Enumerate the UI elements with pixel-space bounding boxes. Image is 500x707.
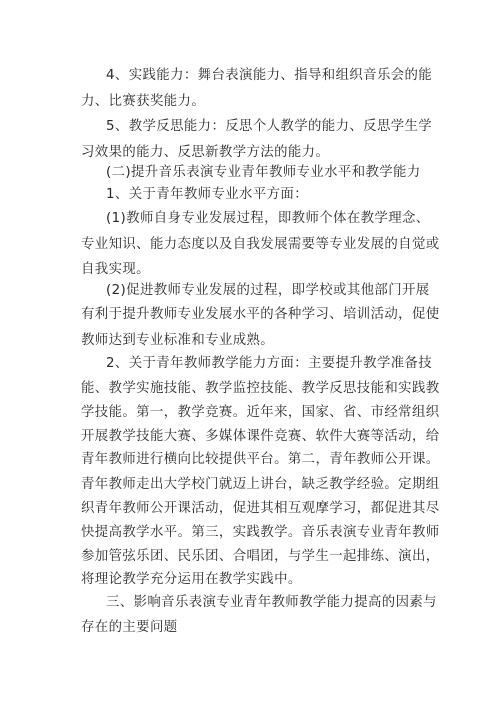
paragraph-line: 有利于提升教师专业发展水平的各种学习、培训活动，促使 bbox=[81, 307, 440, 322]
paragraph-line: 教师达到专业标准和专业成熟。 bbox=[81, 333, 275, 348]
paragraph-line: 习效果的能力、反思新教学方法的能力。 bbox=[81, 145, 330, 160]
paragraph-line: (1)教师自身专业发展过程，即教师个体在教学理念、 bbox=[106, 211, 430, 226]
paragraph-line: (2)促进教师专业发展的过程，即学校或其他部门开展 bbox=[106, 283, 430, 298]
paragraph-line: 力、比赛获奖能力。 bbox=[81, 94, 206, 109]
paragraph-line: 5、教学反思能力：反思个人教学的能力、反思学生学 bbox=[106, 119, 433, 134]
paragraph-line: 开展教学技能大赛、多媒体课件竞赛、软件大赛等活动，给 bbox=[81, 429, 440, 444]
section-heading-continued: 存在的主要问题 bbox=[81, 620, 178, 635]
paragraph-line: 4、实践能力：舞台表演能力、指导和组织音乐会的能 bbox=[106, 68, 433, 83]
paragraph-line: 2、关于青年教师教学能力方面：主要提升教学准备技 bbox=[106, 356, 433, 371]
section-heading: 三、影响音乐表演专业青年教师教学能力提高的因素与 bbox=[106, 595, 437, 610]
paragraph-line: 将理论教学充分运用在教学实践中。 bbox=[81, 572, 302, 587]
paragraph-line: 专业知识、能力态度以及自我发展需要等专业发展的自觉或 bbox=[81, 237, 440, 252]
paragraph-line: 参加管弦乐团、民乐团、合唱团，与学生一起排练、演出， bbox=[81, 549, 440, 564]
paragraph-line: 织青年教师公开课活动，促进其相互观摩学习，都促进其尽 bbox=[81, 501, 440, 516]
subheading: 1、关于青年教师专业水平方面： bbox=[106, 187, 308, 202]
paragraph-line: 青年教师走出大学校门就迈上讲台，缺乏教学经验。定期组 bbox=[81, 477, 440, 492]
section-heading: (二)提升音乐表演专业青年教师专业水平和教学能力 bbox=[106, 165, 421, 180]
paragraph-line: 青年教师进行横向比较提供平台。第二，青年教师公开课。 bbox=[81, 452, 440, 467]
paragraph-line: 自我实现。 bbox=[81, 262, 150, 277]
paragraph-line: 学技能。第一，教学竞赛。近年来，国家、省、市经常组织 bbox=[81, 405, 440, 420]
paragraph-line: 能、教学实施技能、教学监控技能、教学反思技能和实践教 bbox=[81, 381, 440, 396]
paragraph-line: 快提高教学水平。第三，实践教学。音乐表演专业青年教师 bbox=[81, 525, 440, 540]
